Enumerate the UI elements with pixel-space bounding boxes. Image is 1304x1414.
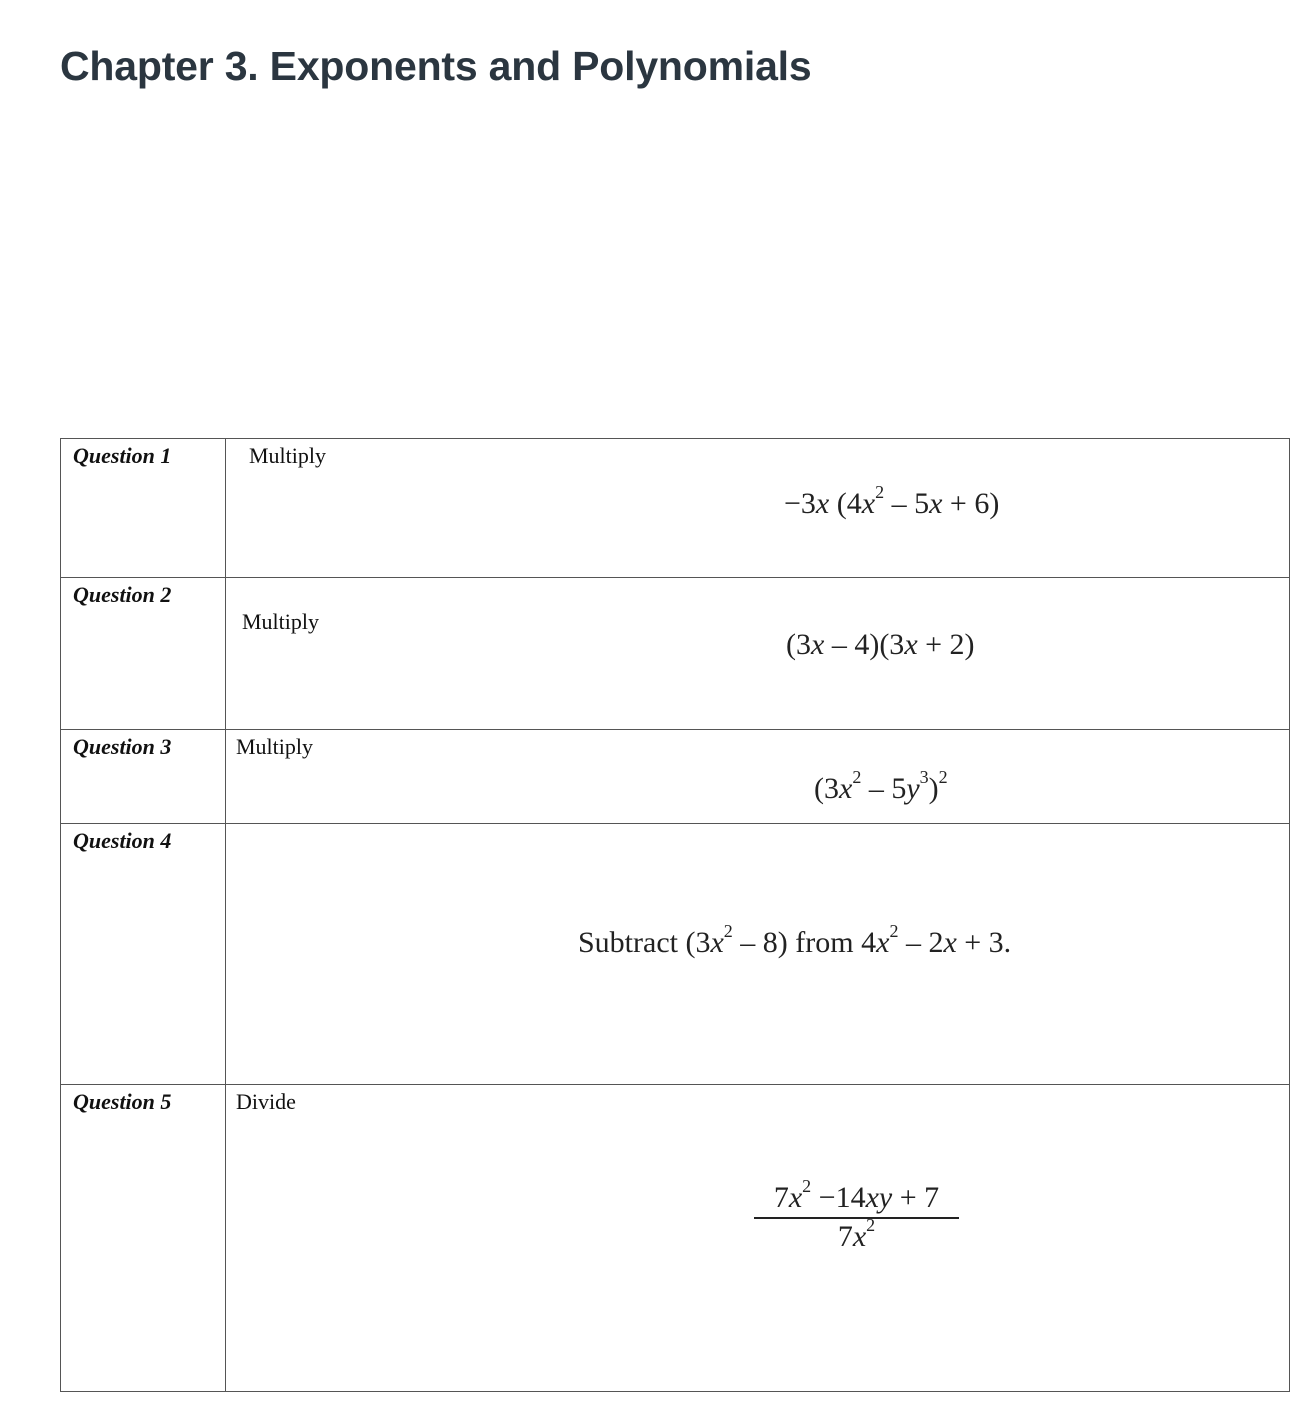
- question-content-cell: [226, 824, 1290, 1085]
- question-label-cell: [61, 824, 226, 1085]
- table-row-question-1: [61, 439, 1290, 578]
- question-label-cell: [61, 578, 226, 730]
- question-content-cell: [226, 1085, 1290, 1392]
- table-row-question-4: [61, 824, 1290, 1085]
- question-2-expression: (3x – 4)(3x + 2): [786, 628, 975, 661]
- question-3-instruction: Multiply: [236, 734, 314, 759]
- question-1-expression: −3x $(4x^2 - 5x + 6)$: [784, 482, 1000, 520]
- table-row-question-3: [61, 730, 1290, 824]
- question-5-label: Question 5: [73, 1089, 172, 1114]
- page-title: Chapter 3. Exponents and Polynomials: [60, 43, 812, 89]
- question-1-label: Question 1: [73, 443, 172, 468]
- question-4-expression: Subtract $(3x^2 - 8)$ from $4x^2 - 2x + 3$.: [578, 921, 1012, 959]
- question-3-label: Question 3: [73, 734, 172, 759]
- question-4-label: Question 4: [73, 828, 172, 853]
- question-3-expression: $(3x^2 - 5y^3)^2$: [814, 767, 948, 805]
- table-row-question-2: [61, 578, 1290, 730]
- question-label-cell: [61, 439, 226, 578]
- fraction-denominator: $7x^2$: [837, 1215, 876, 1253]
- question-content-cell: [226, 578, 1290, 730]
- question-label-cell: [61, 1085, 226, 1392]
- question-5-instruction: Divide: [236, 1089, 296, 1114]
- question-5-fraction: [754, 1176, 959, 1255]
- question-content-cell: [226, 439, 1290, 578]
- table-row-question-5: [61, 1085, 1290, 1392]
- questions-table: [60, 438, 1290, 1392]
- question-1-instruction: Multiply: [249, 443, 327, 468]
- question-2-label: Question 2: [73, 582, 172, 607]
- fraction-numerator: $7x^2 -14xy + 7$: [754, 1181, 959, 1219]
- question-label-cell: [61, 730, 226, 824]
- question-content-cell: [226, 730, 1290, 824]
- question-2-instruction: Multiply: [242, 609, 320, 634]
